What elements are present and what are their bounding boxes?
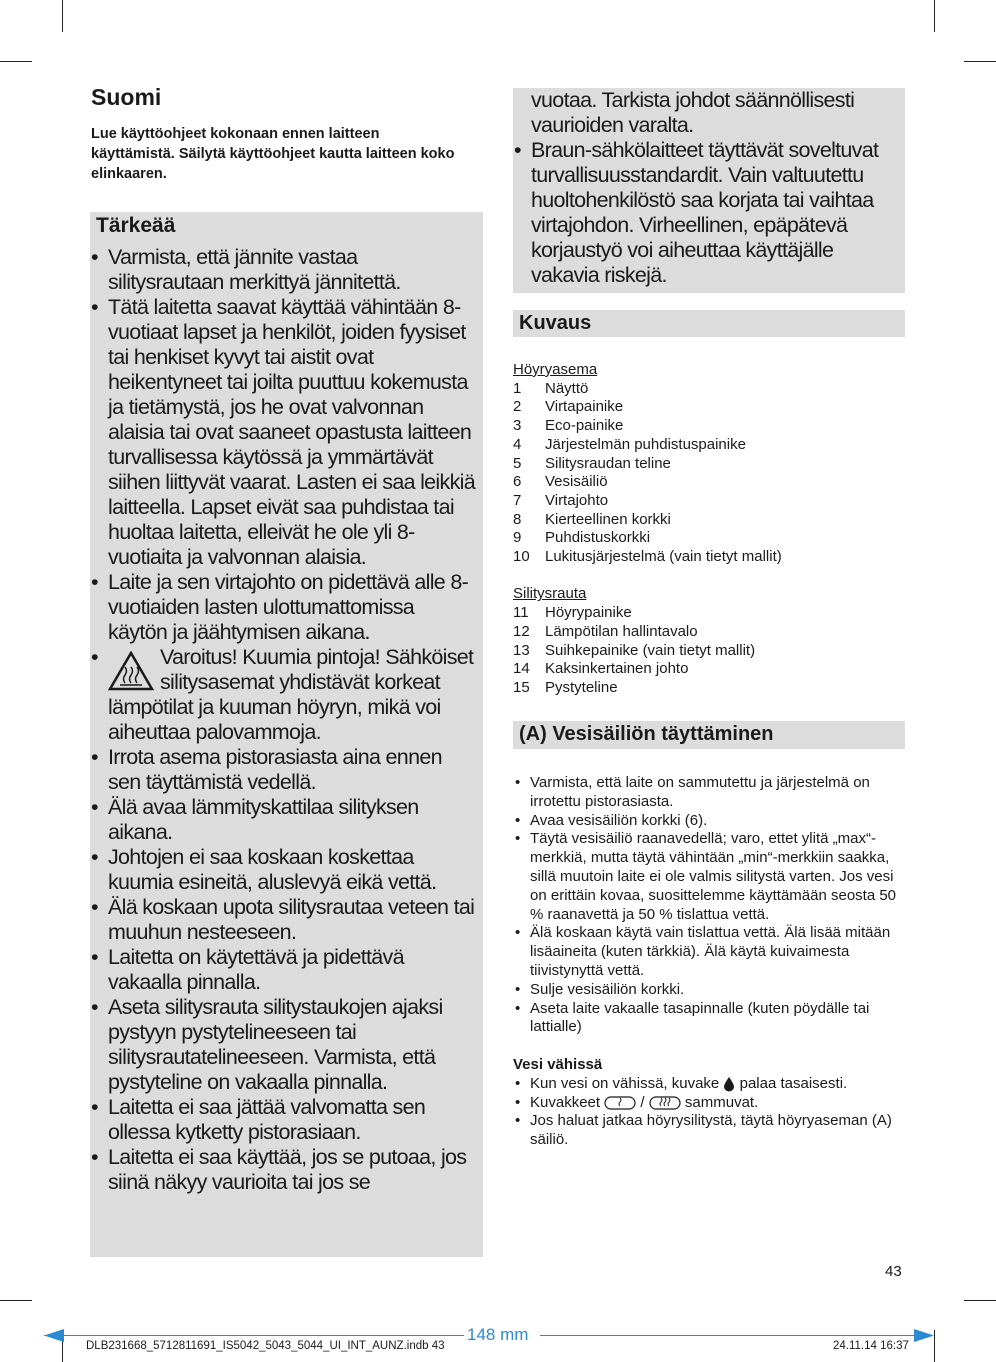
list-item: • Laitetta on käytettävä ja pidettävä vakaalla pinnalla.	[90, 945, 478, 995]
low-water-heading: Vesi vähissä	[513, 1055, 603, 1073]
list-item: • Kuvakkeet / sammuvat.	[513, 1094, 905, 1113]
arrow-right-icon	[914, 1329, 934, 1342]
list-item: • Braun-sähkölaitteet täyttävät soveltuvat turvallisuusstandardit. Vain valtuutettu huoltohenkilöstö saa korjata tai vaihtaa virtajohdon. Virheellinen, epäpätevä korjaustyö voi aiheuttaa käyttäjälle vakavia riskejä.	[513, 138, 899, 288]
list-item: • Älä koskaan käytä vain tislattua vettä. Älä lisää mitään lisäaineita (kuten tärkkiä). Älä käytä kuivaimesta tiivistynyttä vettä.	[513, 924, 905, 980]
list-item: 6 Vesisäiliö	[513, 473, 608, 491]
list-item: • Laitetta ei saa käyttää, jos se putoaa, jos siinä näkyy vaurioita tai jos se	[90, 1145, 478, 1195]
list-item: 2 Virtapainike	[513, 398, 624, 416]
list-item-continued: vuotaa. Tarkista johdot säännöllisesti vaurioiden varalta.	[531, 88, 855, 137]
list-item: • Aseta silitysrauta silitystaukojen ajaksi pystyyn pystytelineeseen tai silitysrautatelineeseen. Varmista, että pystyteline on vakaalla pinnalla.	[90, 995, 478, 1095]
list-item: • Irrota asema pistorasiasta aina ennen sen täyttämistä vedellä.	[90, 745, 478, 795]
important-list	[90, 245, 478, 1195]
hot-surface-warning-icon	[108, 651, 154, 691]
warning-text: Varoitus! Kuumia pintoja! Sähköiset silitysasemat yhdistävät korkeat lämpötilat ja kuuman höyryn, mikä voi aiheuttaa palovammoja.	[108, 645, 474, 744]
list-item-warning	[90, 645, 478, 745]
important-heading: Tärkeää	[96, 214, 176, 237]
description-heading: Kuvaus	[519, 312, 592, 334]
dimension-line	[540, 1335, 932, 1336]
station-caption: Höyryasema	[513, 361, 598, 378]
list-item: • Kun vesi on vähissä, kuvake palaa tasaisesti.	[513, 1075, 905, 1094]
print-date: 24.11.14 16:37	[833, 1340, 909, 1352]
page-number: 43	[885, 1263, 902, 1280]
crop-mark	[0, 61, 32, 62]
fill-heading: (A) Vesisäiliön täyttäminen	[519, 723, 774, 745]
list-item: 3 Eco-painike	[513, 417, 624, 435]
list-item: 5 Silitysraudan teline	[513, 454, 671, 472]
list-item: 15 Pystyteline	[513, 678, 618, 696]
parts-list	[513, 361, 782, 698]
arrow-left-icon	[44, 1329, 64, 1342]
file-slug: DLB231668_5712811691_IS5042_5043_5044_UI_INT_AUNZ.indb 43	[86, 1340, 445, 1352]
crop-mark	[934, 1330, 935, 1362]
list-item: • Älä avaa lämmityskattilaa silityksen aikana.	[90, 795, 478, 845]
crop-mark	[934, 0, 935, 32]
list-item: 11 Höyrypainike	[513, 604, 632, 622]
dimension-line	[44, 1335, 464, 1336]
page-width-label: 148 mm	[467, 1325, 529, 1344]
water-drop-icon	[723, 1076, 735, 1092]
steam-level-icon	[604, 1095, 636, 1111]
list-item: • Tätä laitetta saavat käyttää vähintään 8-vuotiaat lapset ja henkilöt, joiden fyysiset tai henkiset kyvyt tai aistit ovat heikentyneet tai joilta puuttuu kokemusta ja tietämystä, jos he ovat valvonnan alaisia tai ovat saaneet opastusta laitteen turvallisessa käytössä ja ymmärtävät siihen liittyvät vaarat. Lasten ei saa leikkiä laitteella. Lapset eivät saa puhdistaa tai huoltaa laitetta, elleivät he ole yli 8-vuotiaita ja valvonnan alaisia.	[90, 295, 478, 570]
iron-caption: Silitysrauta	[513, 585, 587, 603]
list-item: 4 Järjestelmän puhdistuspainike	[513, 435, 746, 453]
list-item: • Älä koskaan upota silitysrautaa veteen tai muuhun nesteeseen.	[90, 895, 478, 945]
crop-mark	[964, 1300, 996, 1301]
list-item: • Varmista, että jännite vastaa silitysrautaan merkittyä jännitettä.	[90, 245, 478, 295]
list-item: 9 Puhdistuskorkki	[513, 529, 651, 547]
list-item: 13 Suihkepainike (vain tietyt mallit)	[513, 641, 756, 659]
list-item: • Avaa vesisäiliön korkki (6).	[513, 812, 905, 831]
page-title: Suomi	[91, 84, 162, 110]
list-item: • Laitetta ei saa jättää valvomatta sen ollessa kytketty pistorasiaan.	[90, 1095, 478, 1145]
list-item: • Jos haluat jatkaa höyrysilitystä, täytä höyryaseman (A) säiliö.	[513, 1112, 905, 1150]
list-item: 7 Virtajohto	[513, 491, 609, 509]
fill-instructions	[513, 774, 905, 1150]
crop-mark	[964, 61, 996, 62]
list-item: • Varmista, että laite on sammutettu ja järjestelmä on irrotettu pistorasiasta.	[513, 774, 905, 812]
crop-mark	[62, 0, 63, 32]
list-item: 14 Kaksinkertainen johto	[513, 660, 689, 678]
description-heading-bar	[513, 310, 905, 337]
list-item: • Aseta laite vakaalle tasapinnalle (kuten pöydälle tai lattialle)	[513, 1000, 905, 1038]
list-item: 10 Lukitusjärjestelmä (vain tietyt mallit)	[513, 548, 782, 566]
fill-heading-bar	[513, 721, 905, 749]
crop-mark	[0, 1300, 32, 1301]
important-box-continued	[513, 88, 905, 293]
important-box	[90, 212, 483, 1257]
list-item: 12 Lämpötilan hallintavalo	[513, 622, 698, 640]
list-item: • Sulje vesisäiliön korkki.	[513, 981, 905, 1000]
high-steam-level-icon	[649, 1095, 681, 1111]
list-item: 1 Näyttö	[513, 379, 589, 397]
important-list-continued	[513, 88, 899, 288]
list-item: • Johtojen ei saa koskaan koskettaa kuumia esineitä, aluslevyä eikä vettä.	[90, 845, 478, 895]
list-item: 8 Kierteellinen korkki	[513, 510, 671, 528]
list-item: • Täytä vesisäiliö raanavedellä; varo, ettet ylitä „max“-merkkiä, mutta täytä vähintään „min“-merkkiin saakka, sillä muutoin laite ei ole valmis silitystä varten. Jos vesi on erittäin kovaa, suosittelemme käyttämään seosta 50 % raanavettä ja 50 % tislattua vettä.	[513, 830, 905, 924]
intro-text: Lue käyttöohjeet kokonaan ennen laitteen käyttämistä. Säilytä käyttöohjeet kautta laitteen koko elinkaaren.	[91, 126, 455, 182]
list-item: • Laite ja sen virtajohto on pidettävä alle 8-vuotiaiden lasten ulottumattomissa käytön ja jäähtymisen aikana.	[90, 570, 478, 645]
